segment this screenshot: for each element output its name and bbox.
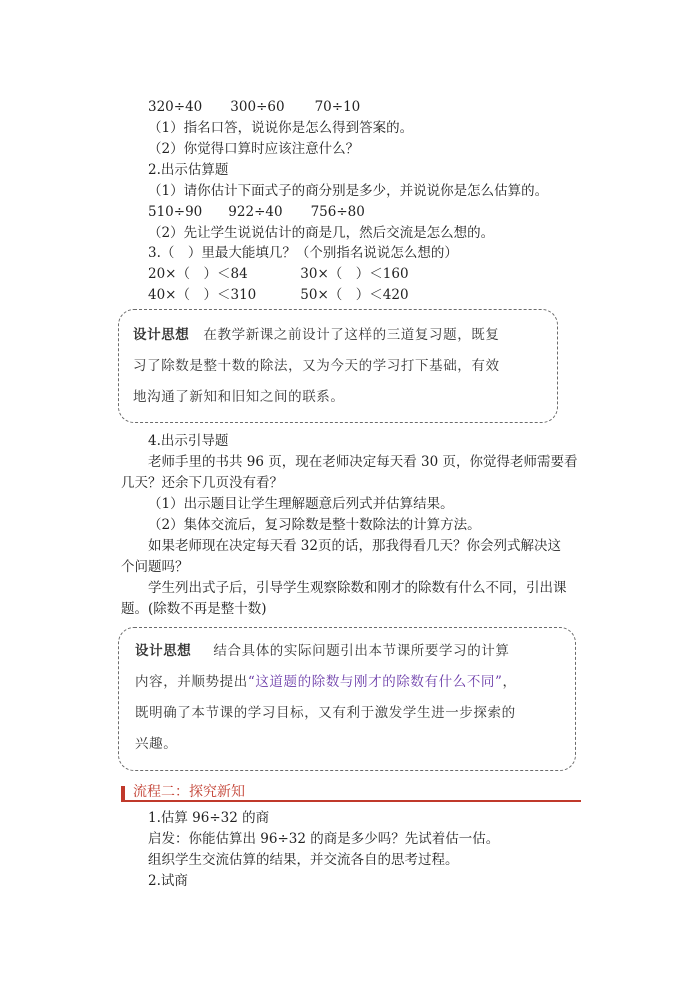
design-idea-label: 设计思想 bbox=[135, 643, 192, 659]
expr: 30×（ ）＜160 bbox=[300, 266, 409, 282]
section-title: 流程二：探究新知 bbox=[133, 784, 245, 800]
review-row-4 bbox=[148, 285, 409, 305]
review-question-1: （1）指名口答，说说你是怎么得到答案的。 bbox=[148, 120, 414, 136]
expr: 70÷10 bbox=[314, 99, 361, 115]
estimate-heading: 2.出示估算题 bbox=[148, 162, 229, 178]
expr: 922÷40 bbox=[228, 204, 283, 220]
highlight-quote: “这道题的除数与刚才的除数有什么不同” bbox=[247, 674, 503, 690]
text: 既明确了本节课的学习目标，又有利于激发学生进一步探索的 bbox=[135, 705, 516, 721]
guide-paragraph-2b: 个问题吗？ bbox=[121, 559, 189, 575]
text: 内容，并顺势提出 bbox=[135, 674, 248, 690]
expr: 50×（ ）＜420 bbox=[300, 287, 409, 303]
guide-paragraph-3a: 学生列出式子后，引导学生观察除数和刚才的除数有什么不同，引出课 bbox=[148, 580, 567, 596]
review-row-2 bbox=[148, 202, 365, 222]
text: ， bbox=[502, 674, 517, 690]
expr: 756÷80 bbox=[310, 204, 365, 220]
expr: 510÷90 bbox=[148, 204, 203, 220]
guide-paragraph-1b: 几天？还余下几页没有看？ bbox=[121, 475, 283, 491]
review-row-1 bbox=[148, 97, 360, 117]
review-question-2: （2）你觉得口算时应该注意什么？ bbox=[148, 141, 360, 157]
guide-paragraph-1a: 老师手里的书共 96 页，现在老师决定每天看 30 页，你觉得老师需要看 bbox=[148, 454, 578, 470]
fill-blank-heading: 3.（ ）里最大能填几？（个别指名说说怎么想的） bbox=[148, 245, 458, 261]
explore-heading-2: 2.试商 bbox=[148, 873, 188, 889]
text: 在教学新课之前设计了这样的三道复习题，既复 bbox=[203, 327, 500, 343]
explore-line-1: 启发：你能估算出 96÷32 的商是多少吗？先试着估一估。 bbox=[148, 831, 500, 847]
guide-heading: 4.出示引导题 bbox=[148, 433, 229, 449]
explore-line-2: 组织学生交流估算的结果，并交流各自的思考过程。 bbox=[148, 852, 459, 868]
expr: 300÷60 bbox=[230, 99, 285, 115]
section-heading bbox=[121, 784, 581, 802]
expr: 20×（ ）＜84 bbox=[148, 266, 248, 282]
expr: 320÷40 bbox=[148, 99, 203, 115]
section-marker bbox=[121, 786, 125, 800]
guide-step-1: （1）出示题目让学生理解题意后列式并估算结果。 bbox=[148, 496, 454, 512]
expr: 40×（ ）＜310 bbox=[148, 287, 257, 303]
design-idea-text-2 bbox=[135, 636, 517, 760]
estimate-question-2: （2）先让学生说说估计的商是几，然后交流是怎么想的。 bbox=[148, 225, 495, 241]
text: 地沟通了新知和旧知之间的联系。 bbox=[133, 389, 345, 405]
design-idea-text-1 bbox=[133, 320, 500, 413]
guide-step-2: （2）集体交流后，复习除数是整十数除法的计算方法。 bbox=[148, 517, 481, 533]
guide-paragraph-2a: 如果老师现在决定每天看 32页的话，那我得看几天？你会列式解决这 bbox=[148, 538, 561, 554]
estimate-question-1: （1）请你估计下面式子的商分别是多少，并说说你是怎么估算的。 bbox=[148, 183, 549, 199]
text: 兴趣。 bbox=[135, 736, 178, 752]
explore-heading-1: 1.估算 96÷32 的商 bbox=[148, 810, 270, 826]
review-row-3 bbox=[148, 264, 409, 284]
guide-paragraph-3b: 题。(除数不再是整十数) bbox=[121, 601, 267, 617]
design-idea-label: 设计思想 bbox=[133, 327, 190, 343]
text: 结合具体的实际问题引出本节课所要学习的计算 bbox=[213, 643, 510, 659]
text: 习了除数是整十数的除法，又为今天的学习打下基础，有效 bbox=[133, 358, 500, 374]
